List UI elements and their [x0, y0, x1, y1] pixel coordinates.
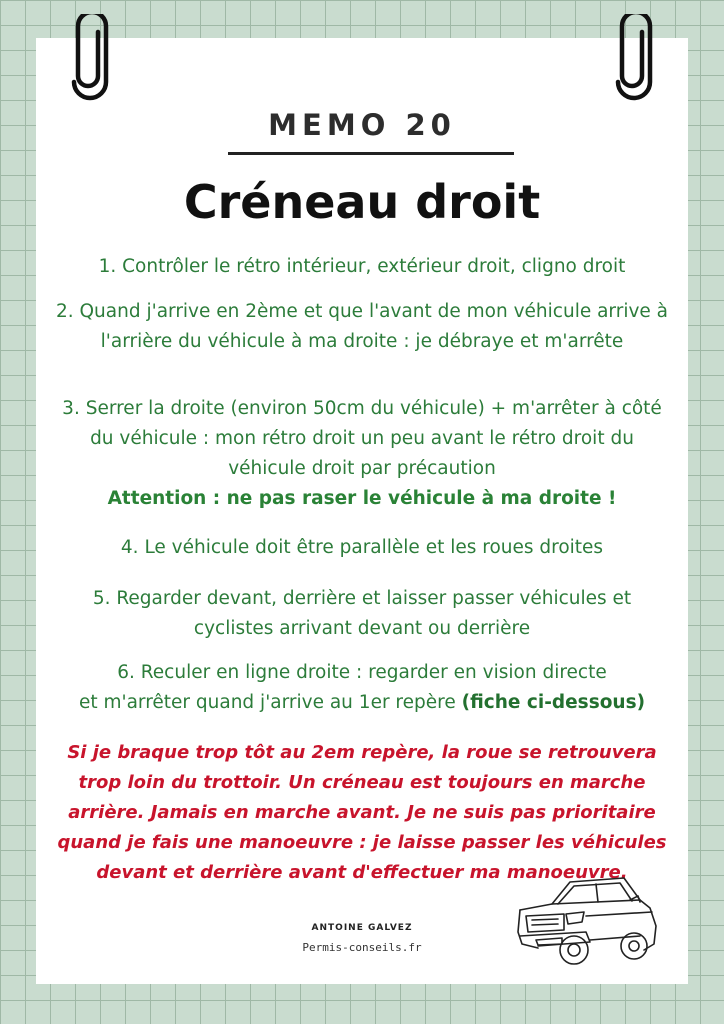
step-line	[0, 688, 724, 718]
step-line: cyclistes arrivant devant ou derrière	[193, 618, 531, 639]
step-line: 5. Regarder devant, derrière et laisser passer véhicules et	[92, 588, 632, 609]
step-2	[0, 297, 724, 357]
warning-note: Attention : ne pas raser le véhicule à ma droite !	[107, 488, 617, 509]
step-line: du véhicule : mon rétro droit un peu avant le rétro droit du	[90, 428, 634, 449]
step-line: 2. Quand j'arrive en 2ème et que l'avant de mon véhicule arrive à	[55, 301, 669, 322]
step-6	[0, 658, 724, 718]
red-note-line: quand je fais une manoeuvre : je laisse passer les véhicules	[57, 832, 667, 853]
step-line: 4. Le véhicule doit être parallèle et les roues droites	[120, 537, 604, 558]
author-name: ANTOINE GALVEZ	[311, 923, 413, 933]
step-line: l'arrière du véhicule à ma droite : je débraye et m'arrête	[100, 331, 624, 352]
red-note-line: devant et derrière avant d'effectuer ma manoeuvre.	[96, 862, 628, 883]
page-title: Créneau droit	[183, 175, 541, 229]
red-note-line: Si je braque trop tôt au 2em repère, la roue se retrouvera	[67, 742, 657, 763]
step-line: véhicule droit par précaution	[228, 458, 496, 479]
step-line: 1. Contrôler le rétro intérieur, extérieur droit, cligno droit	[98, 256, 626, 277]
paperclip-icon	[612, 14, 656, 102]
suv-car-icon	[512, 870, 662, 970]
memo-number: MEMO 20	[268, 108, 456, 142]
paperclip-icon	[68, 14, 112, 102]
site-url: Permis-conseils.fr	[302, 941, 422, 954]
step-5	[0, 584, 724, 644]
step-line: 6. Reculer en ligne droite : regarder en vision directe	[117, 662, 607, 683]
step-emphasis: (fiche ci-dessous)	[461, 692, 646, 713]
red-note	[0, 738, 724, 888]
step-line-text: et m'arrêter quand j'arrive au 1er repère	[78, 692, 462, 713]
step-3	[0, 394, 724, 484]
red-note-line: arrière. Jamais en marche avant. Je ne suis pas prioritaire	[68, 802, 656, 823]
step-line: 3. Serrer la droite (environ 50cm du véhicule) + m'arrêter à côté	[62, 398, 662, 419]
title-underline	[228, 152, 514, 155]
red-note-line: trop loin du trottoir. Un créneau est toujours en marche	[78, 772, 646, 793]
step-1	[0, 252, 724, 282]
step-4	[0, 533, 724, 563]
